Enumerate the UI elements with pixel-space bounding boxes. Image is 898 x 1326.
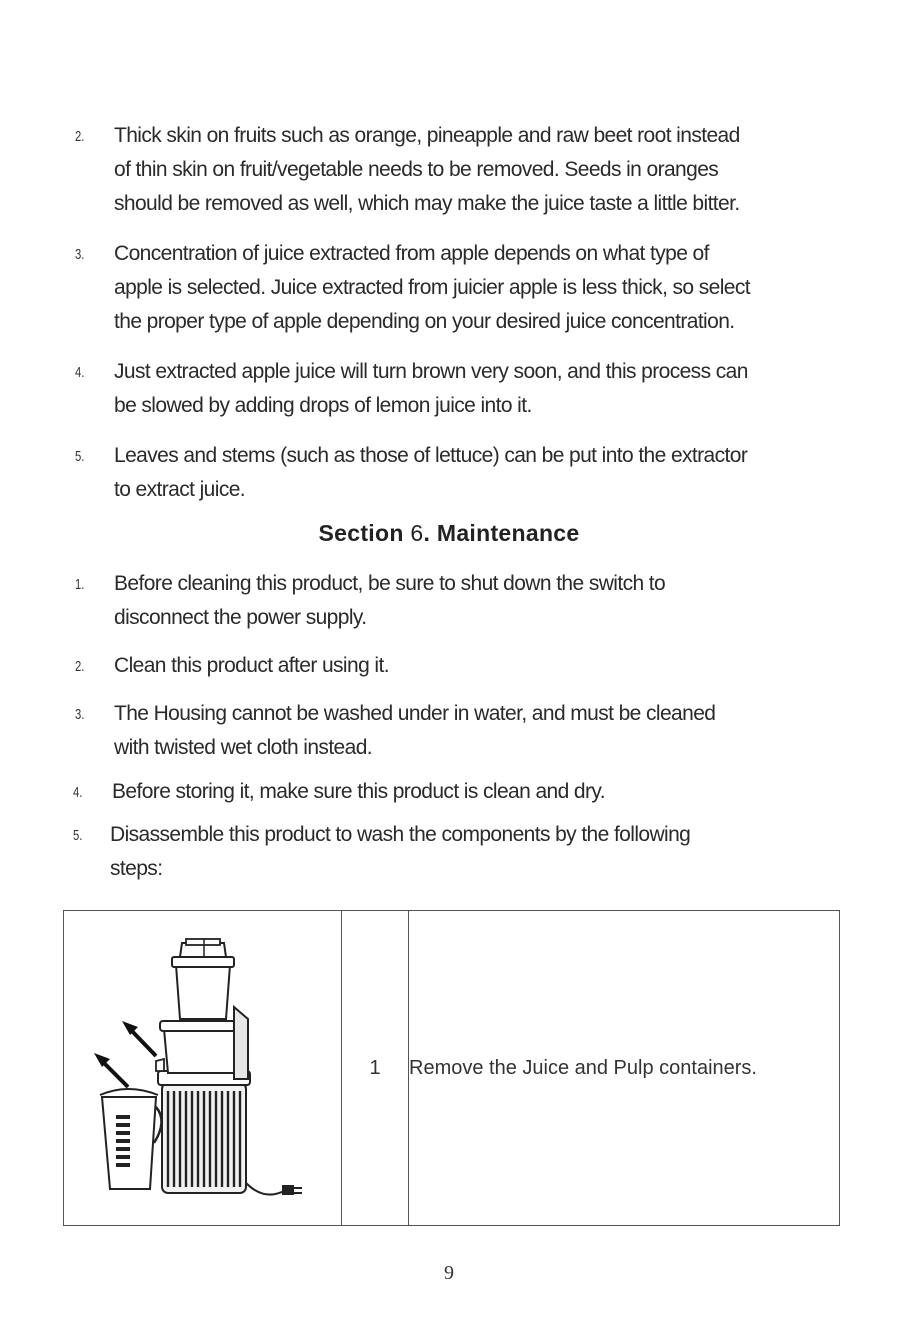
step-illustration-cell: [64, 911, 342, 1226]
section-number: 6: [410, 520, 424, 546]
list-text-line: steps:: [110, 857, 163, 880]
list-text-line: Concentration of juice extracted from apple depends on what type of: [114, 242, 709, 265]
list-text-line: apple is selected. Juice extracted from juicier apple is less thick, so select: [114, 276, 751, 299]
list-text-line: with twisted wet cloth instead.: [114, 736, 373, 759]
list-text-line: be slowed by adding drops of lemon juice into it.: [114, 394, 532, 417]
section-heading: [0, 520, 898, 547]
page-number: 9: [444, 1262, 454, 1284]
section-prefix: Section: [318, 520, 404, 546]
list-text-line: the proper type of apple depending on your desired juice concentration.: [114, 310, 735, 333]
list-text-line: Disassemble this product to wash the components by the following: [110, 823, 691, 846]
step-number: 1: [342, 911, 409, 1226]
list-text-line: Just extracted apple juice will turn brown very soon, and this process can: [114, 360, 748, 383]
list-text-line: disconnect the power supply.: [114, 606, 367, 629]
list-number: 3.: [75, 246, 85, 263]
list-number: 3.: [75, 706, 85, 723]
list-text-line: Leaves and stems (such as those of lettuce) can be put into the extractor: [114, 444, 748, 467]
step-description: Remove the Juice and Pulp containers.: [409, 911, 840, 1226]
list-number: 4.: [73, 784, 83, 801]
list-number: 1.: [75, 576, 85, 593]
list-text-line: to extract juice.: [114, 478, 246, 501]
section-separator: .: [423, 520, 431, 546]
list-text-line: of thin skin on fruit/vegetable needs to be removed. Seeds in oranges: [114, 158, 719, 181]
list-text-line: The Housing cannot be washed under in water, and must be cleaned: [114, 702, 716, 725]
juicer-illustration: [64, 911, 341, 1220]
list-number: 2.: [75, 128, 85, 145]
list-text-line: Before cleaning this product, be sure to shut down the switch to: [114, 572, 666, 595]
list-text-line: should be removed as well, which may make the juice taste a little bitter.: [114, 192, 740, 215]
list-number: 5.: [75, 448, 85, 465]
section-title: Maintenance: [436, 520, 580, 546]
disassembly-steps-table: [63, 910, 840, 1226]
list-text-line: Clean this product after using it.: [114, 654, 389, 677]
list-text-line: Before storing it, make sure this product is clean and dry.: [112, 780, 605, 803]
list-number: 2.: [75, 658, 85, 675]
list-text-line: Thick skin on fruits such as orange, pineapple and raw beet root instead: [114, 124, 740, 147]
list-number: 5.: [73, 827, 83, 844]
table-row: [64, 911, 840, 1226]
list-number: 4.: [75, 364, 85, 381]
